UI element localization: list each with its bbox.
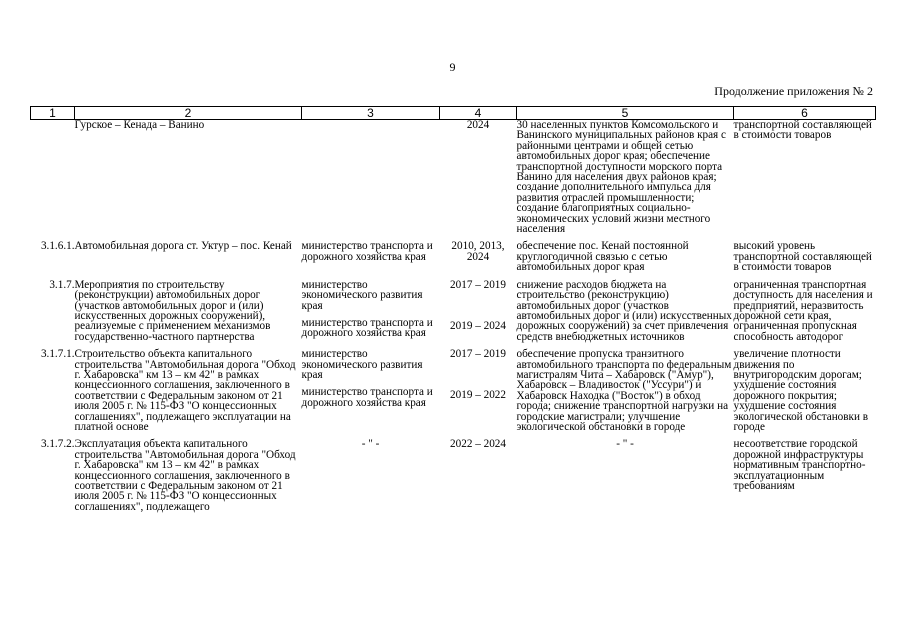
column-header: 2 [75, 107, 302, 120]
executor: министерство транспорта и дорожного хозяйства края [301, 316, 433, 340]
consequence: транспортной составляющей в стоимости товаров [733, 119, 872, 142]
years: 2010, 2013, 2024 [451, 240, 505, 263]
table-row [31, 349, 876, 439]
row-number [31, 120, 75, 242]
row-number: 3.1.7.1. [40, 348, 75, 361]
row-number: 3.1.7. [49, 278, 75, 291]
measures-table [30, 106, 876, 519]
measure-name: Гурское – Кенада – Ванино [74, 119, 205, 131]
executor: министерство транспорта и дорожного хозяйства края [301, 386, 433, 409]
consequence: ограниченная транспортная доступность для населения и предприятий, неразвитость дорожной сети края, ограниченная пропускная способность автодорог [733, 278, 873, 343]
years: 2017 – 2019 [450, 278, 506, 291]
measure-name: Автомобильная дорога ст. Уктур – пос. Кенай [74, 240, 292, 253]
consequence: увеличение плотности движения по внутригородским дорогам; ухудшение состояния дорожного покрытия; ухудшение состояния экологической обстановки в городе [733, 348, 869, 433]
measure-name: Строительство объекта капитального строительства "Автомобильная дорога "Обход г. Хабаровска" км 13 – км 42" в рамках концессионного соглашения, заключенного в соответствии с Федеральным законом от 21 июля 2005 г. № 115-ФЗ "О концессионных соглашениях", подлежащего эксплуатации на платной основе [74, 348, 296, 433]
executor-cell [302, 349, 440, 439]
executor: министерство экономического развития края [301, 278, 423, 312]
column-header: 3 [302, 107, 440, 120]
page-number: 9 [449, 60, 456, 74]
expected-result: обеспечение пропуска транзитного автомобильного транспорта по федеральным магистралям Чита – Хабаровск ("Амур"), Хабаровск – Владивосток ("Уссури") и Хабаровск Находка ("Восток") в обход города; снижение транспортной нагрузки на городские магистрали; улучшение экологической обстановки в городе [516, 348, 732, 433]
years-cell [440, 280, 517, 349]
consequence: несоответствие городской дорожной инфраструктуры нормативным транспортно-эксплуатационным требованиям [733, 438, 866, 492]
executor: - " - [361, 438, 380, 451]
consequence: высокий уровень транспортной составляющей в стоимости товаров [733, 240, 872, 274]
years-cell [440, 349, 517, 439]
expected-result: снижение расходов бюджета на строительство (реконструкцию) автомобильных дорог (участков автомобильных дорог и (или) искусственных дорожных сооружений) за счет привлечения средств внебюджетных источников [516, 278, 732, 343]
column-header: 5 [517, 107, 734, 120]
appendix-continuation-label: Продолжение приложения № 2 [714, 84, 873, 98]
years: 2024 [466, 119, 490, 131]
row-number: 3.1.6.1. [40, 240, 75, 253]
executor: министерство экономического развития края [301, 348, 423, 381]
measure-name: Эксплуатация объекта капитального строительства "Автомобильная дорога "Обход г. Хабаровска" км 13 – км 42" в рамках концессионного соглашения, заключенного в соответствии с Федеральным законом от 21 июля 2005 г. № 115-ФЗ "О концессионных соглашениях", подлежащего [74, 438, 296, 513]
years: 2019 – 2024 [450, 319, 506, 332]
expected-result: 30 населенных пунктов Комсомольского и Ванинского муниципальных районов края с районными центрами и общей сетью автомобильных дорог края; обеспечение транспортной доступности морского порта Ванино для населения двух районов края; создание дополнительного импульса для развития отраслей промышленности; создание благоприятных социально-экономических условий жизни местного населения [516, 119, 726, 236]
expected-result: - " - [616, 438, 634, 451]
measure-name: Мероприятия по строительству (реконструкции) автомобильных дорог (участков автомобильных дорог и (или) искусственных дорожных сооружений), реализуемые с применением механизмов государственно-частного партнерства [74, 278, 271, 343]
expected-result: обеспечение пос. Кенай постоянной круглогодичной связью с сетью автомобильных дорог края [516, 240, 689, 274]
column-header: 1 [31, 107, 75, 120]
executor [302, 120, 440, 242]
table-row [31, 241, 876, 279]
column-header: 4 [440, 107, 517, 120]
table-row [31, 120, 876, 242]
years: 2019 – 2022 [450, 389, 506, 402]
header-row [31, 107, 876, 120]
row-number: 3.1.7.2. [40, 438, 75, 451]
executor: министерство транспорта и дорожного хозяйства края [301, 240, 433, 263]
executor-cell [302, 280, 440, 349]
years: 2017 – 2019 [450, 348, 506, 361]
column-header: 6 [734, 107, 876, 120]
table-row [31, 439, 876, 519]
table-row [31, 280, 876, 349]
years: 2022 – 2024 [450, 438, 506, 451]
